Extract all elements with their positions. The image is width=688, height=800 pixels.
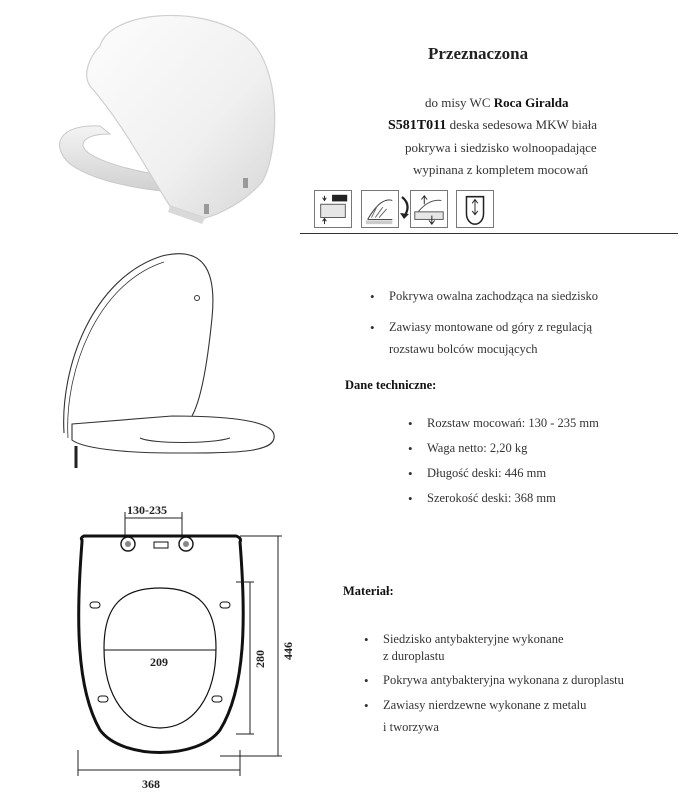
tech-heading: Dane techniczne: <box>345 378 437 392</box>
material-item: • Pokrywa antybakteryjna wykonana z duroplastu <box>383 672 624 689</box>
inner-width-label: 209 <box>150 655 168 669</box>
tech-list <box>427 415 599 507</box>
dimension-drawing <box>70 498 310 796</box>
material-list <box>383 631 624 740</box>
feature-item-continuation: rozstawu bolców mocujących <box>389 342 538 356</box>
tech-item: • Waga netto: 2,20 kg <box>427 440 599 457</box>
product-line-3: pokrywa i siedzisko wolnoopadające <box>405 140 597 155</box>
material-item: • Siedzisko antybakteryjne wykonane z duroplastu <box>383 631 624 665</box>
header-divider <box>300 233 678 234</box>
tech-item: • Szerokość deski: 368 mm <box>427 490 599 507</box>
seat-top-view-icon <box>456 190 494 228</box>
product-line-1: do misy WC Roca Giralda <box>425 95 569 110</box>
height-adjust-icon <box>410 190 448 228</box>
hinge-spacing-label: 130-235 <box>127 503 167 517</box>
total-width-label: 368 <box>142 777 160 791</box>
product-line-2: S581T011 deska sedesowa MKW biała <box>388 117 598 133</box>
feature-item: • Pokrywa owalna zachodząca na siedzisko <box>389 288 598 305</box>
section-title: Przeznaczona <box>428 44 529 63</box>
tech-item: • Długość deski: 446 mm <box>427 465 599 482</box>
soft-close-icon <box>361 190 399 228</box>
inner-length-label: 280 <box>253 650 267 668</box>
feature-item: • Zawiasy montowane od góry z regulacją <box>389 319 598 336</box>
tech-item: • Rozstaw mocowań: 130 - 235 mm <box>427 415 599 432</box>
hinge-mounting-icon <box>314 190 352 228</box>
material-heading: Materiał: <box>343 584 394 598</box>
total-length-label: 446 <box>281 642 295 660</box>
material-item: • Zawiasy nierdzewne wykonane z metalu i tworzywa <box>383 697 624 740</box>
product-line-4: wypinana z kompletem mocowań <box>413 162 589 177</box>
product-photo <box>30 6 300 238</box>
side-view-drawing <box>52 248 284 470</box>
features-list <box>389 288 598 336</box>
